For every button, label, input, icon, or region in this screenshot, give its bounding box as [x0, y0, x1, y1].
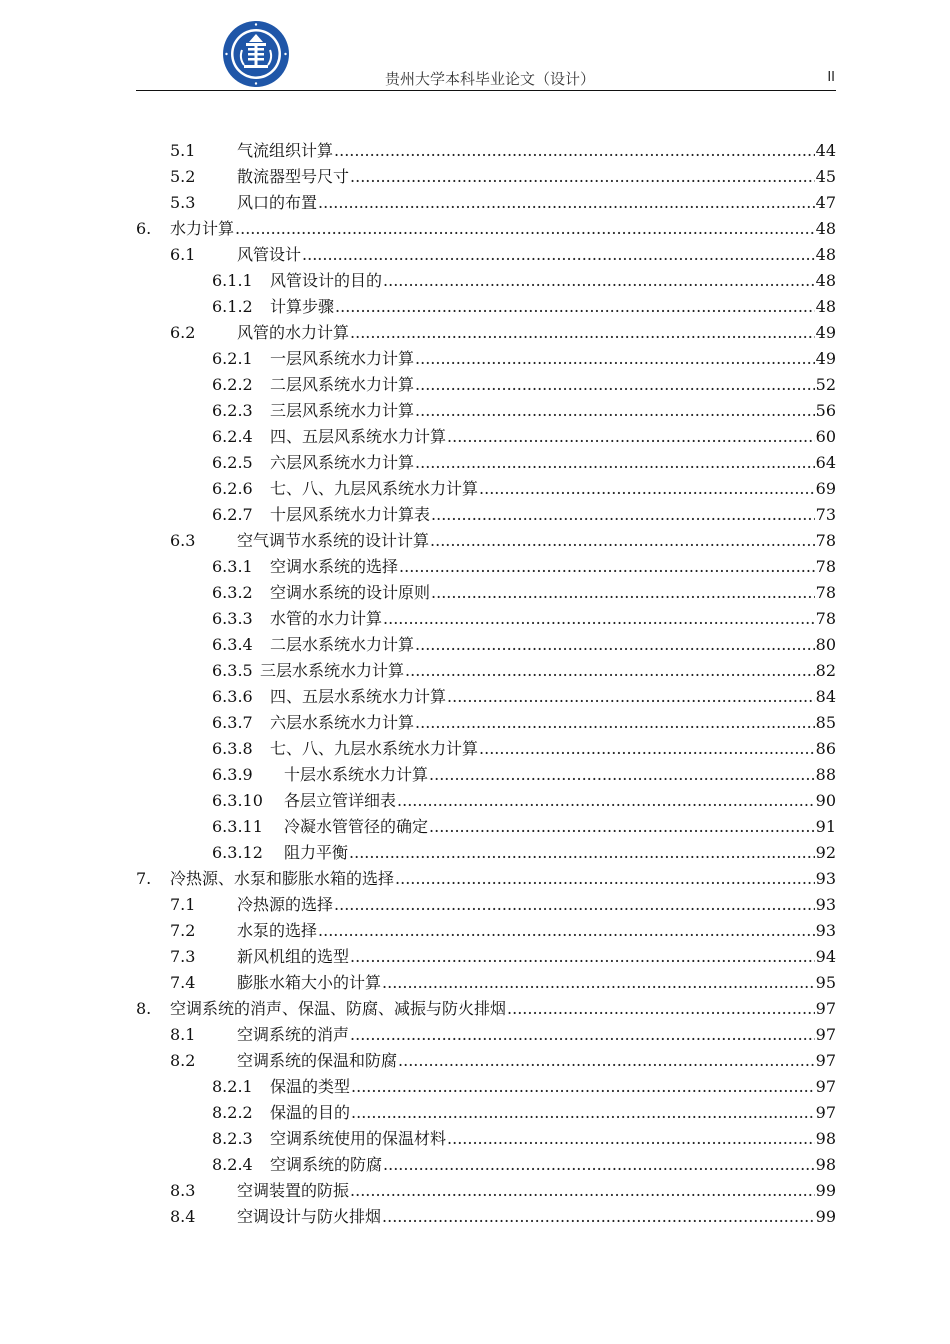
toc-dot-leader	[334, 892, 815, 918]
toc-entry-number: 6.3.2	[212, 583, 253, 602]
toc-entry[interactable]	[136, 710, 836, 736]
toc-entry[interactable]	[136, 866, 836, 892]
toc-dot-leader	[350, 320, 815, 346]
toc-entry[interactable]	[136, 944, 836, 970]
toc-entry-page: 88	[815, 762, 836, 788]
toc-entry-page: 49	[815, 346, 836, 372]
toc-entry[interactable]	[136, 450, 836, 476]
toc-entry-line	[270, 476, 836, 502]
toc-dot-leader	[447, 424, 815, 450]
toc-entry[interactable]	[136, 346, 836, 372]
toc-entry-page: 93	[815, 866, 836, 892]
toc-entry[interactable]	[136, 814, 836, 840]
toc-entry-line	[260, 658, 836, 684]
toc-entry-line	[170, 996, 836, 1022]
toc-entry-line	[237, 242, 836, 268]
toc-entry-number: 6.2	[170, 323, 196, 342]
toc-dot-leader	[351, 1100, 815, 1126]
toc-dot-leader	[399, 554, 815, 580]
toc-entry-page: 85	[815, 710, 836, 736]
toc-dot-leader	[383, 268, 815, 294]
table-of-contents	[136, 138, 836, 1230]
toc-dot-leader	[318, 918, 815, 944]
toc-entry-line	[270, 1074, 836, 1100]
toc-entry-number: 6.2.5	[212, 453, 253, 472]
toc-entry-title: 十层水系统水力计算	[284, 762, 429, 788]
toc-dot-leader	[397, 788, 815, 814]
toc-entry-title: 散流器型号尺寸	[237, 164, 350, 190]
toc-entry-number: 7.2	[170, 921, 196, 940]
toc-entry[interactable]	[136, 242, 836, 268]
toc-entry-page: 99	[815, 1178, 836, 1204]
toc-entry-line	[237, 528, 836, 554]
toc-dot-leader	[350, 1022, 815, 1048]
toc-entry[interactable]	[136, 788, 836, 814]
toc-entry-line	[237, 1178, 836, 1204]
toc-entry-line	[270, 710, 836, 736]
toc-entry-number: 6.3.3	[212, 609, 253, 628]
toc-entry-page: 44	[815, 138, 836, 164]
toc-dot-leader	[350, 944, 815, 970]
toc-dot-leader	[415, 450, 815, 476]
toc-entry-page: 47	[815, 190, 836, 216]
toc-entry[interactable]	[136, 424, 836, 450]
toc-entry[interactable]	[136, 996, 836, 1022]
toc-entry[interactable]	[136, 1152, 836, 1178]
toc-entry-title: 保温的类型	[270, 1074, 351, 1100]
toc-entry-page: 86	[815, 736, 836, 762]
toc-entry-number: 7.4	[170, 973, 196, 992]
toc-entry-line	[270, 268, 836, 294]
toc-entry-title: 冷热源的选择	[237, 892, 334, 918]
toc-entry[interactable]	[136, 320, 836, 346]
toc-entry[interactable]	[136, 632, 836, 658]
toc-entry-line	[270, 606, 836, 632]
toc-dot-leader	[350, 1178, 815, 1204]
toc-dot-leader	[415, 372, 815, 398]
toc-entry-page: 97	[815, 1022, 836, 1048]
toc-dot-leader	[235, 216, 815, 242]
toc-entry-page: 73	[815, 502, 836, 528]
toc-entry-number: 6.3.10	[212, 791, 263, 810]
toc-entry-line	[284, 788, 836, 814]
toc-entry-line	[170, 216, 836, 242]
toc-entry-title: 一层风系统水力计算	[270, 346, 415, 372]
toc-entry-title: 冷热源、水泵和膨胀水箱的选择	[170, 866, 395, 892]
toc-entry-page: 78	[815, 606, 836, 632]
toc-entry-page: 97	[815, 1100, 836, 1126]
toc-dot-leader	[447, 1126, 815, 1152]
toc-entry-line	[270, 424, 836, 450]
toc-entry-line	[270, 736, 836, 762]
toc-dot-leader	[415, 346, 815, 372]
toc-entry[interactable]	[136, 1074, 836, 1100]
header-page-number: II	[827, 70, 835, 85]
toc-entry-title: 空调装置的防振	[237, 1178, 350, 1204]
toc-entry-number: 8.2.3	[212, 1129, 253, 1148]
toc-entry-line	[270, 554, 836, 580]
toc-entry-line	[270, 684, 836, 710]
toc-entry-number: 5.3	[170, 193, 196, 212]
toc-entry-title: 七、八、九层水系统水力计算	[270, 736, 479, 762]
header-title: 贵州大学本科毕业论文（设计）	[384, 70, 595, 88]
toc-entry[interactable]	[136, 918, 836, 944]
toc-entry-title: 空调系统的消声	[237, 1022, 350, 1048]
toc-dot-leader	[395, 866, 815, 892]
toc-dot-leader	[447, 684, 815, 710]
toc-entry-title: 各层立管详细表	[284, 788, 397, 814]
toc-entry-page: 45	[815, 164, 836, 190]
toc-entry[interactable]	[136, 970, 836, 996]
toc-entry-title: 六层风系统水力计算	[270, 450, 415, 476]
toc-entry-title: 气流组织计算	[237, 138, 334, 164]
toc-dot-leader	[350, 164, 815, 190]
toc-entry-line	[284, 814, 836, 840]
toc-dot-leader	[382, 1204, 815, 1230]
toc-entry-title: 水管的水力计算	[270, 606, 383, 632]
toc-entry-page: 48	[815, 242, 836, 268]
toc-entry-line	[270, 346, 836, 372]
toc-entry-title: 二层水系统水力计算	[270, 632, 415, 658]
toc-entry-line	[270, 502, 836, 528]
toc-entry-line	[237, 164, 836, 190]
toc-entry[interactable]	[136, 372, 836, 398]
toc-entry-line	[270, 1152, 836, 1178]
toc-entry-page: 82	[815, 658, 836, 684]
toc-entry-title: 计算步骤	[270, 294, 335, 320]
toc-entry-page: 64	[815, 450, 836, 476]
toc-entry-page: 48	[815, 294, 836, 320]
toc-entry-title: 风管设计的目的	[270, 268, 383, 294]
toc-entry-number: 6.2.4	[212, 427, 253, 446]
toc-entry-title: 空调设计与防火排烟	[237, 1204, 382, 1230]
toc-entry-title: 冷凝水管管径的确定	[284, 814, 429, 840]
toc-entry-title: 三层水系统水力计算	[260, 658, 405, 684]
toc-entry[interactable]	[136, 762, 836, 788]
toc-dot-leader	[415, 710, 815, 736]
toc-entry-title: 风口的布置	[237, 190, 318, 216]
toc-entry[interactable]	[136, 684, 836, 710]
toc-entry-line	[270, 450, 836, 476]
toc-entry[interactable]	[136, 1100, 836, 1126]
toc-entry-title: 保温的目的	[270, 1100, 351, 1126]
toc-entry-number: 6.3	[170, 531, 196, 550]
toc-entry-number: 6.3.12	[212, 843, 263, 862]
toc-entry-page: 98	[815, 1126, 836, 1152]
toc-dot-leader	[415, 632, 815, 658]
toc-entry-title: 风管设计	[237, 242, 302, 268]
toc-entry[interactable]	[136, 736, 836, 762]
toc-entry-number: 6.2.1	[212, 349, 253, 368]
toc-dot-leader	[430, 528, 815, 554]
toc-entry-line	[237, 138, 836, 164]
toc-entry-page: 56	[815, 398, 836, 424]
toc-entry-number: 7.3	[170, 947, 196, 966]
toc-entry-title: 空调水系统的选择	[270, 554, 399, 580]
toc-entry[interactable]	[136, 268, 836, 294]
toc-entry-number: 8.2.2	[212, 1103, 253, 1122]
toc-entry-line	[237, 1204, 836, 1230]
toc-entry[interactable]	[136, 606, 836, 632]
toc-entry-page: 84	[815, 684, 836, 710]
toc-dot-leader	[318, 190, 815, 216]
toc-entry-page: 49	[815, 320, 836, 346]
toc-entry[interactable]	[136, 1178, 836, 1204]
toc-entry-number: 6.1.1	[212, 271, 253, 290]
toc-entry-title: 空调系统的防腐	[270, 1152, 383, 1178]
toc-dot-leader	[405, 658, 815, 684]
toc-dot-leader	[429, 762, 815, 788]
toc-dot-leader	[335, 294, 815, 320]
toc-entry-number: 6.1.2	[212, 297, 253, 316]
toc-entry-page: 92	[815, 840, 836, 866]
toc-entry-line	[237, 190, 836, 216]
toc-entry-page: 97	[815, 996, 836, 1022]
toc-entry-line	[270, 1126, 836, 1152]
toc-entry-page: 48	[815, 216, 836, 242]
university-seal-icon	[222, 20, 290, 88]
toc-entry-page: 95	[815, 970, 836, 996]
toc-entry-number: 8.1	[170, 1025, 196, 1044]
toc-entry-title: 水力计算	[170, 216, 235, 242]
toc-entry-page: 78	[815, 528, 836, 554]
toc-dot-leader	[302, 242, 815, 268]
toc-entry[interactable]	[136, 502, 836, 528]
toc-entry-number: 6.1	[170, 245, 196, 264]
toc-entry-page: 97	[815, 1074, 836, 1100]
toc-entry-number: 6.2.2	[212, 375, 253, 394]
toc-entry-number: 8.2.4	[212, 1155, 253, 1174]
toc-entry-line	[270, 632, 836, 658]
toc-entry-number: 6.3.9	[212, 765, 253, 784]
toc-entry-line	[284, 762, 836, 788]
toc-entry-title: 空气调节水系统的设计计算	[237, 528, 430, 554]
toc-entry-number: 5.2	[170, 167, 196, 186]
toc-dot-leader	[415, 398, 815, 424]
toc-entry-number: 6.3.4	[212, 635, 253, 654]
toc-entry-title: 水泵的选择	[237, 918, 318, 944]
toc-entry-number: 6.	[136, 219, 152, 238]
toc-entry-number: 8.2.1	[212, 1077, 253, 1096]
toc-entry[interactable]	[136, 580, 836, 606]
toc-entry-page: 48	[815, 268, 836, 294]
toc-entry-title: 膨胀水箱大小的计算	[237, 970, 382, 996]
toc-entry-number: 6.3.8	[212, 739, 253, 758]
toc-entry-title: 新风机组的选型	[237, 944, 350, 970]
toc-entry[interactable]	[136, 190, 836, 216]
toc-entry-page: 78	[815, 580, 836, 606]
toc-entry-line	[270, 1100, 836, 1126]
toc-entry-number: 8.2	[170, 1051, 196, 1070]
toc-entry[interactable]	[136, 892, 836, 918]
toc-entry-line	[270, 294, 836, 320]
toc-entry-page: 80	[815, 632, 836, 658]
toc-entry-title: 六层水系统水力计算	[270, 710, 415, 736]
toc-entry-number: 5.1	[170, 141, 196, 160]
toc-entry-number: 6.3.7	[212, 713, 253, 732]
toc-dot-leader	[479, 476, 815, 502]
toc-entry[interactable]	[136, 294, 836, 320]
toc-entry-number: 6.3.11	[212, 817, 263, 836]
toc-entry-line	[237, 320, 836, 346]
toc-dot-leader	[383, 606, 815, 632]
toc-entry-line	[170, 866, 836, 892]
toc-dot-leader	[431, 502, 815, 528]
toc-entry-line	[237, 918, 836, 944]
toc-entry-line	[270, 580, 836, 606]
toc-entry-page: 78	[815, 554, 836, 580]
toc-entry-line	[237, 970, 836, 996]
toc-entry-page: 98	[815, 1152, 836, 1178]
toc-dot-leader	[429, 814, 815, 840]
toc-entry-title: 阻力平衡	[284, 840, 349, 866]
toc-entry-title: 空调系统的消声、保温、防腐、减振与防火排烟	[170, 996, 507, 1022]
toc-entry-page: 60	[815, 424, 836, 450]
toc-entry[interactable]	[136, 1022, 836, 1048]
toc-entry-title: 三层风系统水力计算	[270, 398, 415, 424]
toc-dot-leader	[334, 138, 815, 164]
toc-entry-page: 93	[815, 918, 836, 944]
toc-entry-line	[237, 892, 836, 918]
toc-entry[interactable]	[136, 1126, 836, 1152]
toc-entry-number: 8.	[136, 999, 152, 1018]
toc-entry[interactable]	[136, 840, 836, 866]
toc-entry[interactable]	[136, 1204, 836, 1230]
toc-entry-number: 6.3.6	[212, 687, 253, 706]
toc-entry-page: 52	[815, 372, 836, 398]
toc-entry[interactable]	[136, 528, 836, 554]
toc-entry-number: 7.	[136, 869, 152, 888]
toc-entry-line	[237, 944, 836, 970]
toc-dot-leader	[349, 840, 815, 866]
toc-dot-leader	[382, 970, 815, 996]
header-divider	[136, 90, 836, 91]
toc-entry-number: 6.2.7	[212, 505, 253, 524]
toc-entry-page: 93	[815, 892, 836, 918]
toc-entry-number: 6.2.6	[212, 479, 253, 498]
toc-entry-number: 7.1	[170, 895, 196, 914]
toc-entry-line	[270, 398, 836, 424]
toc-entry-page: 90	[815, 788, 836, 814]
toc-entry-number: 6.3.1	[212, 557, 253, 576]
university-logo	[222, 20, 290, 88]
toc-entry-title: 风管的水力计算	[237, 320, 350, 346]
toc-entry[interactable]	[136, 658, 836, 684]
toc-entry-page: 91	[815, 814, 836, 840]
toc-entry[interactable]	[136, 138, 836, 164]
toc-entry-page: 69	[815, 476, 836, 502]
toc-dot-leader	[383, 1152, 815, 1178]
toc-entry-number: 8.4	[170, 1207, 196, 1226]
toc-entry-title: 空调系统的保温和防腐	[237, 1048, 398, 1074]
toc-dot-leader	[507, 996, 815, 1022]
toc-entry[interactable]	[136, 1048, 836, 1074]
toc-entry[interactable]	[136, 554, 836, 580]
toc-entry-title: 二层风系统水力计算	[270, 372, 415, 398]
toc-entry-title: 四、五层风系统水力计算	[270, 424, 447, 450]
toc-entry[interactable]	[136, 216, 836, 242]
toc-entry-page: 99	[815, 1204, 836, 1230]
toc-entry-title: 十层风系统水力计算表	[270, 502, 431, 528]
toc-dot-leader	[398, 1048, 815, 1074]
toc-dot-leader	[479, 736, 815, 762]
toc-entry-title: 空调系统使用的保温材料	[270, 1126, 447, 1152]
toc-entry-number: 6.2.3	[212, 401, 253, 420]
toc-entry-line	[237, 1022, 836, 1048]
toc-entry-line	[237, 1048, 836, 1074]
toc-entry[interactable]	[136, 476, 836, 502]
toc-dot-leader	[351, 1074, 815, 1100]
toc-entry-title: 空调水系统的设计原则	[270, 580, 431, 606]
toc-entry-line	[284, 840, 836, 866]
toc-dot-leader	[431, 580, 815, 606]
toc-entry-number: 8.3	[170, 1181, 196, 1200]
toc-entry[interactable]	[136, 164, 836, 190]
toc-entry-title: 七、八、九层风系统水力计算	[270, 476, 479, 502]
toc-entry-title: 四、五层水系统水力计算	[270, 684, 447, 710]
toc-entry[interactable]	[136, 398, 836, 424]
toc-entry-page: 94	[815, 944, 836, 970]
toc-entry-page: 97	[815, 1048, 836, 1074]
toc-entry-number: 6.3.5	[212, 661, 253, 680]
toc-entry-line	[270, 372, 836, 398]
